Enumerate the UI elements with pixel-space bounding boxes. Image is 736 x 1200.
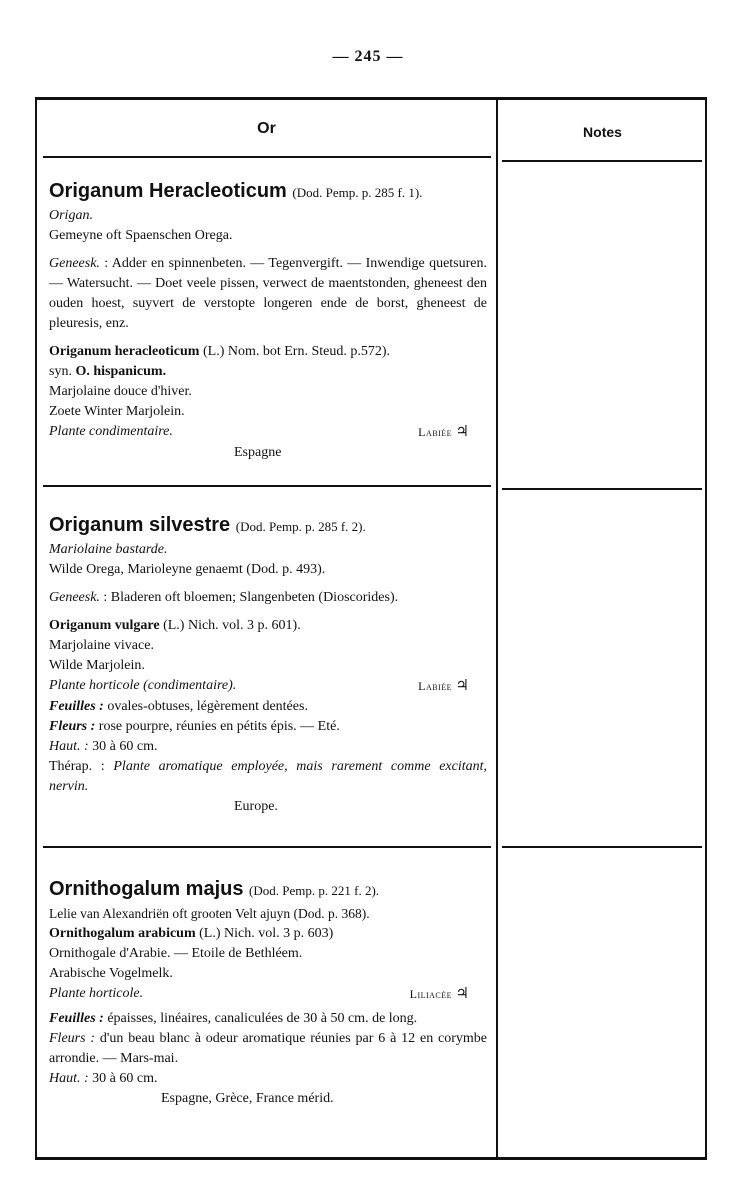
leaves: Feuilles : ovales-obtuses, légèrement dentées. xyxy=(49,699,308,714)
origin: Espagne, Grèce, France mérid. xyxy=(161,1091,334,1106)
notes-divider-1 xyxy=(502,488,702,490)
perennial-symbol: ♃ xyxy=(455,424,469,440)
leaves: Feuilles : épaisses, linéaires, canaliculées de 30 à 50 cm. de long. xyxy=(49,1011,418,1026)
common-name-nl: Zoete Winter Marjolein. xyxy=(49,404,185,419)
entry-ornithogalum-majus xyxy=(49,876,487,1109)
entry-origanum-heracleoticum xyxy=(49,178,487,463)
flowers: Fleurs : rose pourpre, réunies en pétits épis. — Eté. xyxy=(49,719,340,734)
column-separator xyxy=(496,100,498,1157)
use-family-row xyxy=(49,422,487,443)
flowers: Fleurs : d'un beau blanc à odeur aromatique réunies par 6 à 12 en corymbe arrondie. — Mars-mai. xyxy=(49,1031,488,1066)
plant-use: Plante condimentaire. xyxy=(49,424,173,439)
therapeutic-note: Thérap. : Plante aromatique employée, mais rarement comme excitant, nervin. xyxy=(49,759,488,794)
origin: Europe. xyxy=(234,799,278,814)
perennial-symbol: ♃ xyxy=(455,678,469,694)
flemish-name: Lelie van Alexandriën oft grooten Velt ajuyn (Dod. p. 368). xyxy=(49,906,370,921)
common-name-fr: Ornithogale d'Arabie. — Etoile de Bethléem. xyxy=(49,946,303,961)
french-name: Mariolaine bastarde. xyxy=(49,542,168,557)
notes-divider-2 xyxy=(502,846,702,848)
french-name: Origan. xyxy=(49,208,93,223)
plant-use: Plante horticole. xyxy=(49,986,144,1001)
flemish-name: Gemeyne oft Spaenschen Orega. xyxy=(49,228,233,243)
common-name-nl: Arabische Vogelmelk. xyxy=(49,966,173,981)
medicinal-use: Geneesk. : Adder en spinnenbeten. — Tegenvergift. — Inwendige quetsuren. — Watersucht. — Doet veele pissen, verwect de maentstonden, gheneest den ouden hoest, suyvert de verstopte longeren ende de borst, gheneest de pleuresis, enz. xyxy=(49,256,487,331)
plant-family: Labiée xyxy=(418,679,453,693)
notes-header-divider xyxy=(502,160,702,162)
plant-family: Labiée xyxy=(418,425,453,439)
scientific-name: Origanum heracleoticum (L.) Nom. bot Ern. Steud. p.572). xyxy=(49,344,391,359)
synonym: syn. O. hispanicum. xyxy=(49,364,167,379)
entry-title: Origanum Heracleoticum (Dod. Pemp. p. 285 f. 1). xyxy=(49,180,423,202)
header-divider xyxy=(43,156,491,158)
height: Haut. : 30 à 60 cm. xyxy=(49,739,158,754)
column-header-or: Or xyxy=(257,120,276,137)
entry-title: Ornithogalum majus (Dod. Pemp. p. 221 f. 2). xyxy=(49,878,380,900)
plant-use: Plante horticole (condimentaire). xyxy=(49,678,237,693)
scientific-name: Origanum vulgare (L.) Nich. vol. 3 p. 601). xyxy=(49,618,301,633)
entries-table xyxy=(35,97,707,1160)
page-number: — 245 — xyxy=(332,48,404,65)
medicinal-use: Geneesk. : Bladeren oft bloemen; Slangenbeten (Dioscorides). xyxy=(49,590,399,605)
entry-origanum-silvestre xyxy=(49,512,487,817)
origin: Espagne xyxy=(234,445,282,460)
common-name-nl: Wilde Marjolein. xyxy=(49,658,145,673)
use-family-row xyxy=(49,984,487,1005)
use-family-row xyxy=(49,676,487,697)
scientific-name: Ornithogalum arabicum (L.) Nich. vol. 3 p. 603) xyxy=(49,926,334,941)
flemish-name: Wilde Orega, Marioleyne genaemt (Dod. p. 493). xyxy=(49,562,326,577)
perennial-symbol: ♃ xyxy=(455,986,469,1002)
common-name-fr: Marjolaine douce d'hiver. xyxy=(49,384,192,399)
entry-divider-1 xyxy=(43,485,491,487)
plant-family: Liliacée xyxy=(409,987,453,1001)
column-header-notes: Notes xyxy=(583,124,622,140)
entry-divider-2 xyxy=(43,846,491,848)
entry-title: Origanum silvestre (Dod. Pemp. p. 285 f. 2). xyxy=(49,514,366,536)
height: Haut. : 30 à 60 cm. xyxy=(49,1071,158,1086)
common-name-fr: Marjolaine vivace. xyxy=(49,638,154,653)
